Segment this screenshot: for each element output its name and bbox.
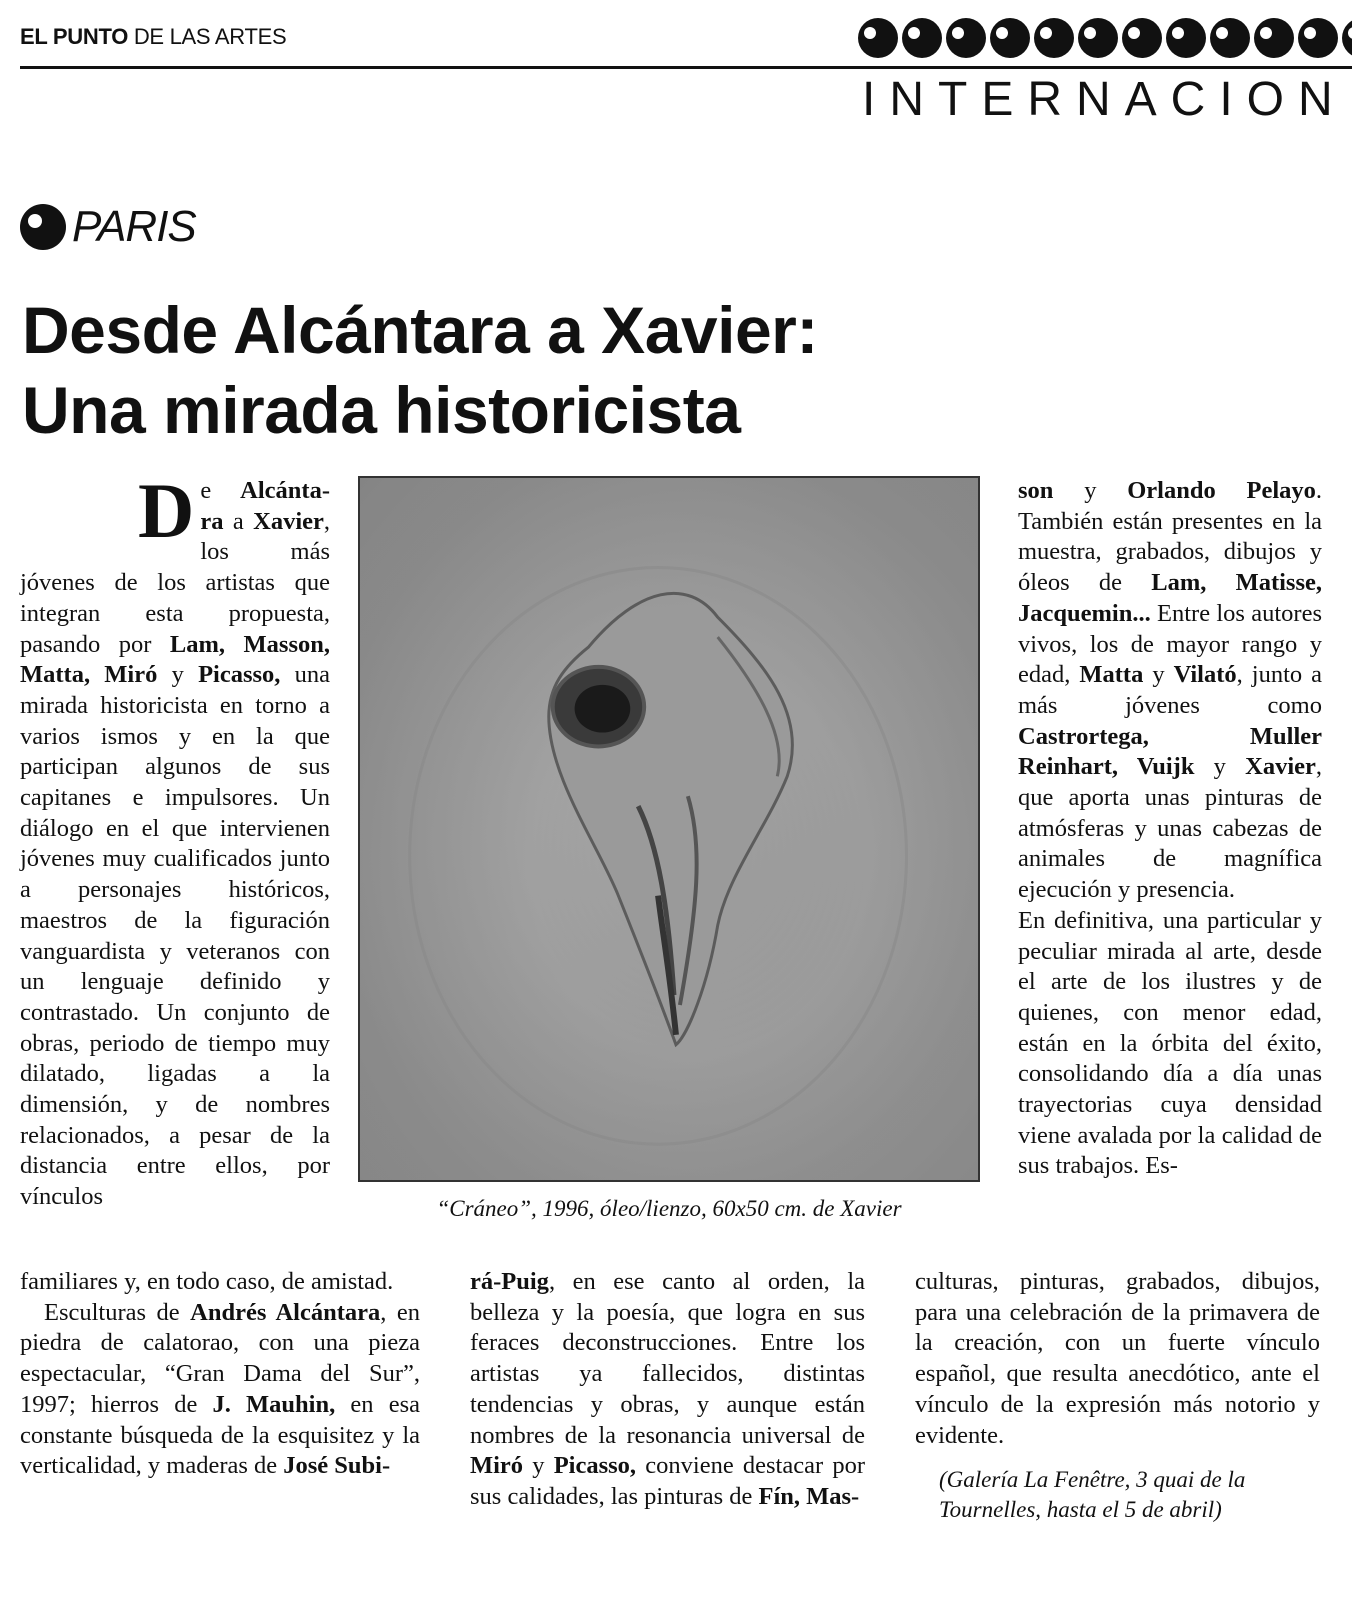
- bold-name: Andrés Alcántara: [190, 1298, 381, 1326]
- headline-line-2: Una mirada historicista: [22, 373, 741, 447]
- dot-icon: [1034, 18, 1074, 58]
- dot-icon: [858, 18, 898, 58]
- bold-name: Xavier: [253, 507, 324, 535]
- bold-name: rá-Puig: [470, 1268, 549, 1295]
- masthead: [20, 24, 286, 50]
- paragraph: [1018, 476, 1322, 906]
- bold-name: Castrortega, Muller Reinhart, Vuijk: [1018, 722, 1322, 781]
- photo-caption: “Cráneo”, 1996, óleo/lienzo, 60x50 cm. de Xavier: [436, 1196, 902, 1221]
- body-text: , junto a más jóvenes como: [1018, 661, 1322, 719]
- body-text: en esa constante búsqueda de la esquisitez y la verticalidad, y maderas de: [20, 1390, 420, 1480]
- dot-icon: [1342, 18, 1352, 58]
- bold-name: J. Mauhin,: [212, 1390, 336, 1418]
- body-text: y: [523, 1452, 554, 1480]
- bold-name: José Subi-: [283, 1452, 391, 1480]
- header-rule: [20, 66, 1352, 69]
- body-text: , que aporta unas pinturas de atmósferas y unas cabezas de animales de magnífica ejecución y presencia.: [1018, 753, 1322, 904]
- bold-name: Xavier: [1245, 753, 1316, 781]
- dot-icon: [1122, 18, 1162, 58]
- bold-name: Picasso,: [198, 661, 281, 689]
- bold-name: Alcánta-ra: [200, 477, 330, 535]
- bullet-dot-icon: [20, 204, 66, 250]
- bold-name: Miró: [470, 1452, 524, 1480]
- bold-name: Vilató: [1173, 661, 1237, 689]
- body-text: Entre los autores vivos, los de mayor rango y edad,: [1018, 599, 1322, 689]
- body-text: y: [1194, 753, 1246, 781]
- headline-line-1: Desde Alcántara a Xavier:: [22, 293, 818, 367]
- bold-name: Lam, Matisse, Jacquemin...: [1018, 569, 1322, 627]
- body-text: y: [1143, 661, 1174, 689]
- body-text: a: [223, 507, 254, 535]
- article-column-2: [470, 1267, 865, 1513]
- bold-name: Orlando Pelayo: [1127, 477, 1316, 504]
- body-text: , en ese canto al orden, la belleza y la poesía, que logra en sus feraces deconstrucciones. Entre los artistas ya fallecidos, distintas tendencias y obras, y aunque están nombres de la resonancia universal de: [470, 1268, 865, 1449]
- city-name: PARIS: [72, 202, 196, 251]
- dot-icon: [1166, 18, 1206, 58]
- bold-name: Lam, Masson, Matta, Miró: [20, 630, 330, 689]
- artwork-photo-craneo: [358, 476, 980, 1182]
- headline: [22, 290, 1122, 450]
- bold-name: Matta: [1079, 661, 1144, 689]
- body-text: familiares y, en todo caso, de amistad.: [20, 1268, 394, 1295]
- article-column-1-continued: [20, 1267, 420, 1482]
- city-tag: [20, 202, 196, 252]
- body-text: . También están presentes en la muestra, grabados, dibujos y óleos de: [1018, 477, 1323, 597]
- bold-name: Picasso,: [553, 1452, 637, 1480]
- article-column-1: [20, 467, 331, 1213]
- dot-icon: [902, 18, 942, 58]
- body-text: Esculturas de: [44, 1298, 191, 1326]
- dot-icon: [946, 18, 986, 58]
- section-dots-ornament: [858, 18, 1352, 62]
- article-column-3-continued: [915, 1267, 1320, 1525]
- dot-icon: [990, 18, 1030, 58]
- body-text: y: [157, 661, 199, 689]
- bold-name: son: [1018, 477, 1054, 504]
- paragraph: [20, 1298, 420, 1482]
- article-column-3: [1018, 476, 1322, 1182]
- body-text: , los más jóvenes de los artistas que integran esta propuesta, pasando por: [20, 507, 330, 658]
- body-text: una mirada historicista en torno a varios ismos y en la que participan algunos de sus capitanes e impulsores. Un diálogo en el que intervienen jóvenes muy cualificados junto a personajes históricos, maestros de la figuración vanguardista y veteranos con un lenguaje definido y contrastado. Un conjunto de obras, periodo de tiempo muy dilatado, ligadas a la dimensión, y de nombres relacionados, a pesar de la distancia entre ellos, por vínculos: [20, 661, 331, 1211]
- drop-cap: D: [138, 467, 195, 554]
- body-text: conviene destacar por sus calidades, las pinturas de: [470, 1452, 865, 1510]
- dot-icon: [1298, 18, 1338, 58]
- dot-icon: [1210, 18, 1250, 58]
- body-text: e: [200, 477, 241, 504]
- masthead-brand: EL PUNTO: [20, 24, 129, 49]
- skull-painting-image: [360, 478, 978, 1180]
- body-text: En definitiva, una particular y peculiar mirada al arte, desde el arte de los ilustres y de quienes, con menor edad, están en la órbita del éxito, consolidando día a día unas trayectorias cuya densidad viene avalada por la calidad de sus trabajos. Es-: [1018, 906, 1322, 1180]
- gallery-credit: (Galería La Fenêtre, 3 quai de la Tournelles, hasta el 5 de abril): [939, 1467, 1246, 1523]
- body-text: y: [1053, 477, 1128, 504]
- bold-name: Fín, Mas-: [758, 1482, 860, 1510]
- body-text: , en piedra de calatorao, con una pieza espectacular, “Gran Dama del Sur”, 1997; hierros de: [20, 1298, 420, 1418]
- masthead-rest: DE LAS ARTES: [128, 24, 287, 49]
- section-label: INTERNACION: [862, 73, 1347, 126]
- body-text: culturas, pinturas, grabados, dibujos, para una celebración de la primavera de la creación, con un fuerte vínculo español, que resulta anecdótico, ante el vínculo de la expresión más notorio y evidente.: [915, 1268, 1320, 1449]
- dot-icon: [1078, 18, 1118, 58]
- dot-icon: [1254, 18, 1294, 58]
